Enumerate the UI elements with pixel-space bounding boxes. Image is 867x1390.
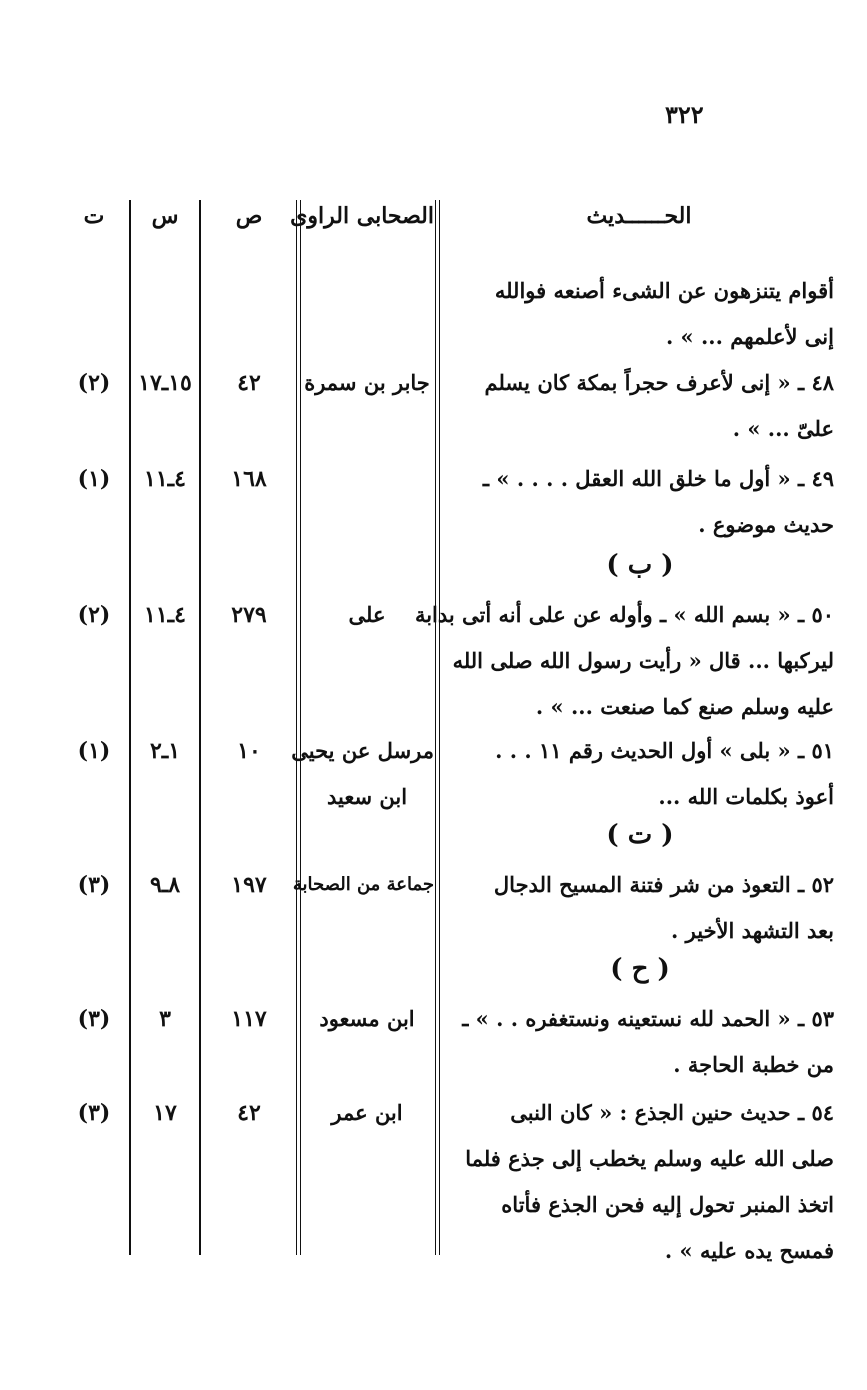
line-ref: ٣ <box>159 1006 171 1032</box>
note-ref: (١) <box>77 466 111 492</box>
page-ref: ١٩٧ <box>231 872 267 898</box>
hadith-text: ٥٢ ـ التعوذ من شر فتنة المسيح الدجال بعد التشهد الأخير . <box>493 872 834 943</box>
header-line: س <box>151 203 179 229</box>
note-ref: (٢) <box>77 370 111 396</box>
note-ref: (١) <box>77 738 111 764</box>
sahabi-narrator: على <box>348 602 386 627</box>
page-ref: ٤٢ <box>237 370 261 396</box>
sahabi-narrator: جماعة من الصحابة <box>292 874 434 895</box>
hadith-text: ٤٨ ـ « إنى لأعرف حجراً بمكة كان يسلم علىّ ... » . <box>484 370 834 441</box>
header-sahabi: الصحابى الراوى <box>290 203 434 229</box>
page-ref: ٢٧٩ <box>231 602 267 628</box>
page-ref: ٤٢ <box>237 1100 261 1126</box>
note-ref: (٣) <box>77 872 111 898</box>
page-ref: ١٦٨ <box>231 466 267 492</box>
line-ref: ٤ـ١١ <box>144 602 186 628</box>
hadith-text: ٥٣ ـ « الحمد لله نستعينه ونستغفره . . » ـ من خطبة الحاجة . <box>462 1006 834 1077</box>
hadith-text: ٥٤ ـ حديث حنين الجذع : « كان النبى صلى الله عليه وسلم يخطب إلى جذع فلما اتخذ المنبر تحول إليه فحن الجذع فأتاه فمسح يده عليه » . <box>465 1100 834 1263</box>
line-ref: ١٥ـ١٧ <box>138 370 192 396</box>
column-rule <box>435 200 440 1255</box>
page-ref: ١١٧ <box>231 1006 267 1032</box>
line-ref: ٤ـ١١ <box>144 466 186 492</box>
line-ref: ٨ـ٩ <box>149 872 181 898</box>
page-number: ٣٢٢ <box>665 100 704 129</box>
header-hadith: الحــــــديث <box>586 203 692 229</box>
hadith-text: ٥٠ ـ « بسم الله » ـ وأوله عن على أنه أتى بدابة ليركبها ... قال « رأيت رسول الله صلى الله عليه وسلم صنع كما صنعت ... » . <box>414 602 834 719</box>
section-letter: ( ب ) <box>606 550 674 580</box>
header-note: ت <box>83 203 105 229</box>
sahabi-narrator: ابن عمر <box>331 1100 403 1125</box>
note-ref: (٣) <box>77 1006 111 1032</box>
header-page: ص <box>235 203 263 229</box>
sahabi-narrator: جابر بن سمرة <box>304 370 430 395</box>
section-letter: ( ت ) <box>606 820 674 850</box>
line-ref: ١ـ٢ <box>149 738 181 764</box>
sahabi-narrator: ابن مسعود <box>319 1006 415 1031</box>
page-ref: ١٠ <box>237 738 261 764</box>
hadith-text: أقوام يتنزهون عن الشىء أصنعه فوالله إنى لأعلمهم ... » . <box>494 278 834 349</box>
hadith-text: ٥١ ـ « بلى » أول الحديث رقم ١١ . . . أعوذ بكلمات الله ... <box>495 738 834 809</box>
section-letter: ( ح ) <box>610 954 670 984</box>
hadith-text: ٤٩ ـ « أول ما خلق الله العقل . . . . » ـ حديث موضوع . <box>482 466 834 537</box>
note-ref: (٢) <box>77 602 111 628</box>
line-ref: ١٧ <box>153 1100 177 1126</box>
column-rule <box>129 200 131 1255</box>
column-rule <box>199 200 201 1255</box>
note-ref: (٣) <box>77 1100 111 1126</box>
sahabi-narrator: مرسل عن يحيى ابن سعيد <box>291 738 434 809</box>
